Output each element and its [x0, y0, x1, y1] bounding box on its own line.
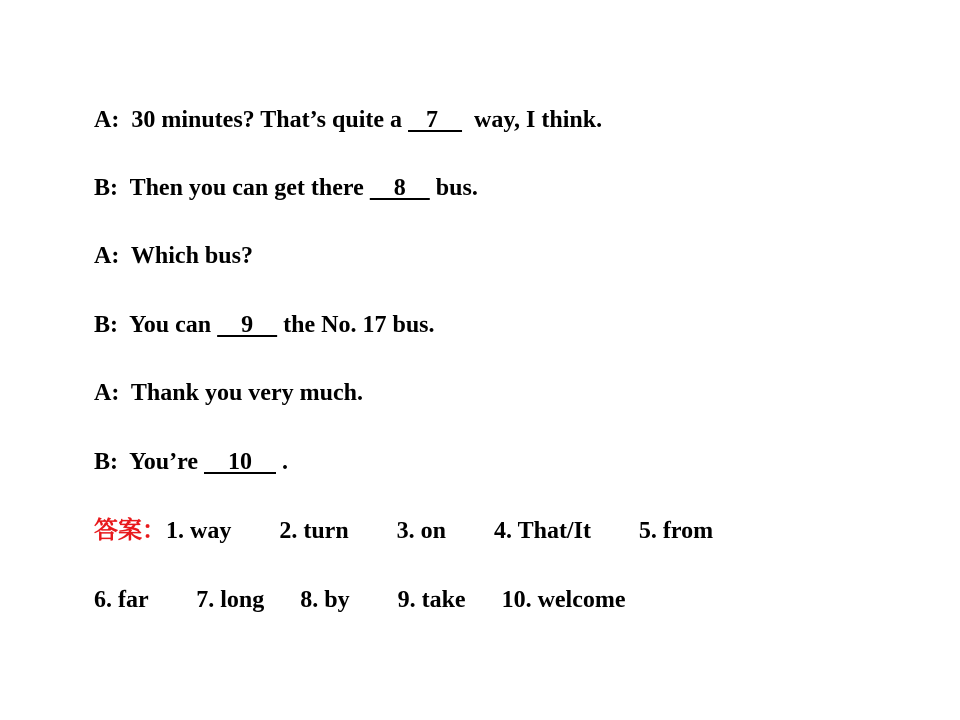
line-text-before: Thank you very much.: [119, 380, 363, 406]
line-text-after: .: [276, 449, 288, 475]
blank-9: 9: [217, 312, 278, 338]
dialogue-line-2: [94, 174, 478, 202]
answer-label: 答案：: [94, 518, 166, 544]
dialogue-line-4: [94, 311, 435, 339]
line-text-after: the No. 17 bus.: [277, 312, 435, 338]
line-text-before: 30 minutes? That’s quite a: [119, 107, 409, 133]
blank-7: 7: [408, 107, 463, 133]
line-text-before: Then you can get there: [118, 175, 370, 201]
blank-10: 10: [204, 449, 276, 475]
line-text-before: You’re: [118, 449, 204, 475]
speaker: A:: [94, 107, 120, 133]
blank-8: 8: [369, 175, 430, 201]
answer-row-2: [94, 586, 626, 614]
speaker: A:: [94, 243, 120, 269]
dialogue-line-3: [94, 242, 253, 270]
dialogue-line-1: [94, 106, 602, 134]
dialogue-line-6: [94, 448, 288, 476]
answer-list-2: 6. far 7. long 8. by 9. take 10. welcome: [94, 587, 626, 613]
line-text-before: Which bus?: [119, 243, 253, 269]
speaker: B:: [94, 312, 118, 338]
answer-row-1: [94, 517, 713, 545]
speaker: B:: [94, 175, 118, 201]
answer-list-1: 1. way 2. turn 3. on 4. That/It 5. from: [166, 518, 714, 544]
line-text-before: You can: [118, 312, 218, 338]
line-text-after: way, I think.: [462, 107, 603, 133]
dialogue-line-5: [94, 379, 363, 407]
speaker: B:: [94, 449, 118, 475]
speaker: A:: [94, 380, 120, 406]
line-text-after: bus.: [429, 175, 478, 201]
